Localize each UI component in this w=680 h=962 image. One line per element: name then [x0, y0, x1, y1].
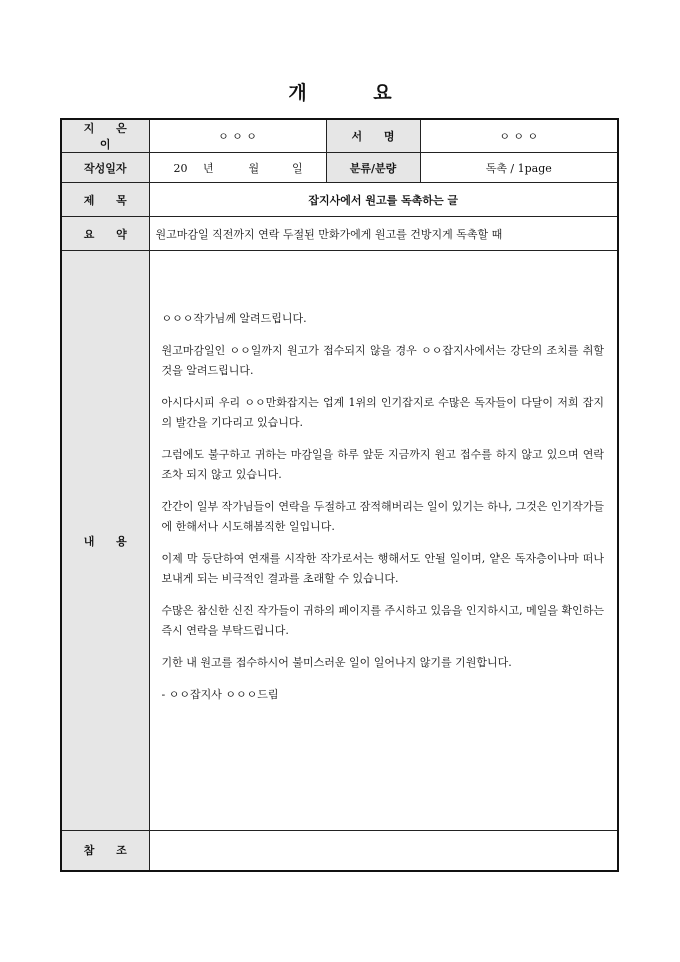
content-paragraph: 수많은 참신한 신진 작가들이 귀하의 페이지를 주시하고 있음을 인지하시고, 메일을 확인하는 즉시 연락을 부탁드립니다.: [161, 604, 604, 637]
date-day-unit: 일: [292, 161, 303, 175]
content-paragraph: ㅇㅇㅇ작가님께 알려드립니다.: [161, 312, 307, 325]
content-paragraph: 아시다시피 우리 ㅇㅇ만화잡지는 업계 1위의 인기잡지로 수많은 독자들이 다달이 저희 잡지의 발간을 기다리고 있습니다.: [161, 396, 604, 429]
content-paragraph: - ㅇㅇ잡지사 ㅇㅇㅇ드림: [161, 688, 279, 701]
page-title: 개 요: [288, 82, 422, 104]
category-value: 독촉 / 1page: [420, 153, 618, 183]
reference-row: [61, 831, 618, 871]
content-row: [61, 251, 618, 831]
date-value: [149, 153, 326, 183]
date-month-unit: 월: [248, 161, 260, 175]
author-label: 지 은 이: [61, 119, 149, 153]
date-row: [61, 153, 618, 183]
reference-value: [149, 831, 618, 871]
author-row: [61, 119, 618, 153]
date-label: 작성일자: [61, 153, 149, 183]
content-label: 내 용: [61, 251, 149, 831]
date-year: 20: [173, 161, 188, 175]
summary-row: [61, 217, 618, 251]
subject-value: 잡지사에서 원고를 독촉하는 글: [149, 183, 618, 217]
signature-label: 서 명: [326, 119, 420, 153]
author-value: ㅇ ㅇ ㅇ: [149, 119, 326, 153]
overview-form-table: [60, 118, 619, 872]
content-body: [162, 251, 605, 705]
content-paragraph: 그럼에도 불구하고 귀하는 마감일을 하루 앞둔 지금까지 원고 접수를 하지 않고 있으며 연락조차 되지 않고 있습니다.: [161, 448, 604, 481]
content-paragraph: 기한 내 원고를 접수하시어 불미스러운 일이 일어나지 않기를 기원합니다.: [161, 656, 512, 669]
content-paragraph: 이제 막 등단하여 연재를 시작한 작가로서는 행해서도 안될 일이며, 얕은 독자층이나마 떠나보내게 되는 비극적인 결과를 초래할 수 있습니다.: [161, 552, 604, 585]
content-paragraph: 원고마감일인 ㅇㅇ일까지 원고가 접수되지 않을 경우 ㅇㅇ잡지사에서는 강단의 조치를 취할 것을 알려드립니다.: [161, 344, 604, 377]
summary-label: 요 약: [61, 217, 149, 251]
summary-value: 원고마감일 직전까지 연락 두절된 만화가에게 원고를 건방지게 독촉할 때: [149, 217, 618, 251]
category-label: 분류/분량: [326, 153, 420, 183]
reference-label: 참 조: [61, 831, 149, 871]
signature-value: ㅇ ㅇ ㅇ: [420, 119, 618, 153]
content-cell: [149, 251, 618, 831]
subject-row: [61, 183, 618, 217]
subject-label: 제 목: [61, 183, 149, 217]
content-paragraph: 간간이 일부 작가님들이 연락을 두절하고 잠적해버리는 일이 있기는 하나, 그것은 인기작가들에 한해서나 시도해봄직한 일입니다.: [161, 500, 604, 533]
date-year-unit: 년: [203, 161, 214, 175]
